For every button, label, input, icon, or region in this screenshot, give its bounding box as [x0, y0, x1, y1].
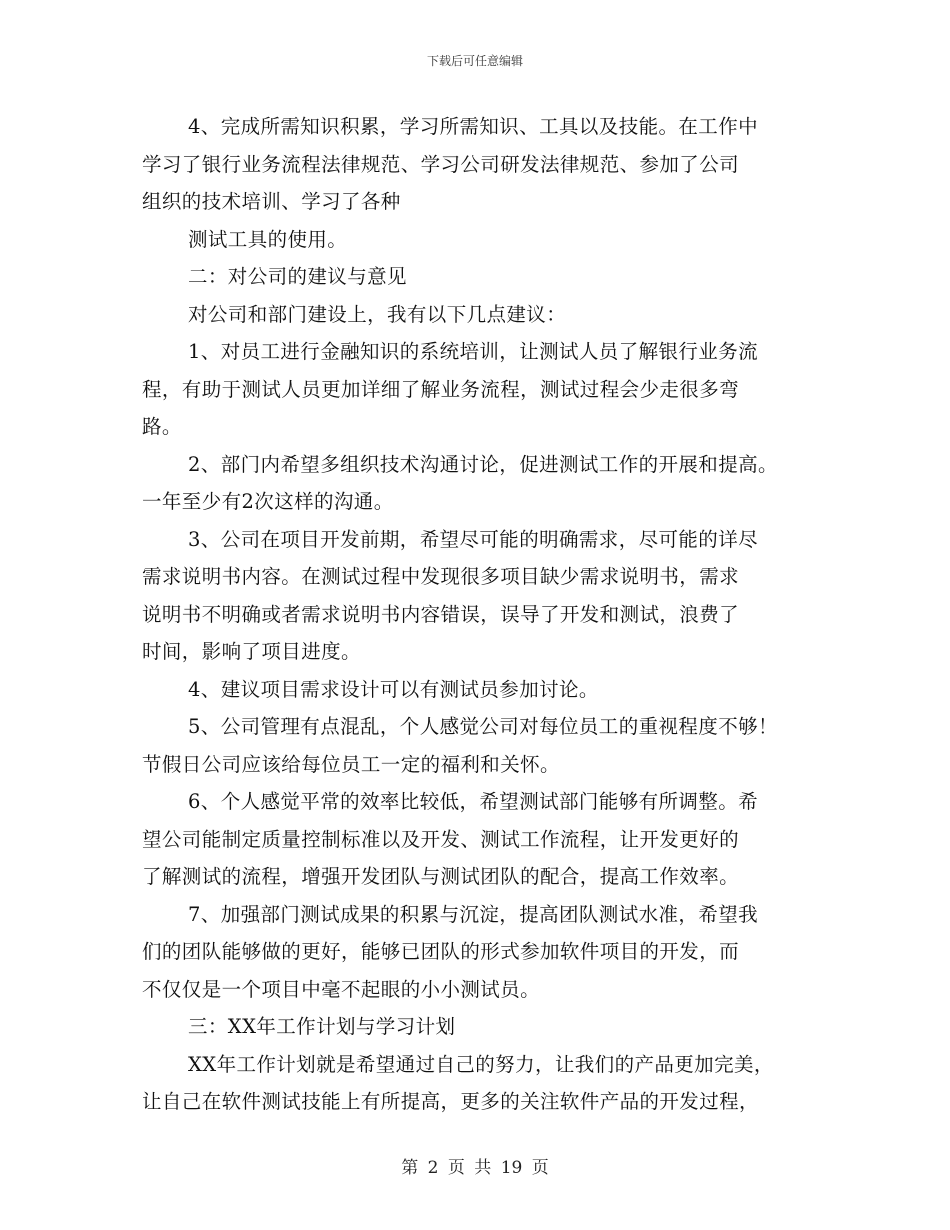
text-line: 了解测试的流程，增强开发团队与测试团队的配合，提高工作效率。	[142, 865, 740, 888]
text-line: 5、公司管理有点混乱，个人感觉公司对每位员工的重视程度不够！	[188, 715, 778, 738]
text-line: 不仅仅是一个项目中毫不起眼的小小测试员。	[142, 977, 541, 1001]
page-footer: 第 2 页 共 19 页	[401, 1158, 549, 1178]
text-line: 望公司能制定质量控制标准以及开发、测试工作流程，让开发更好的	[142, 827, 740, 851]
text-line: 让自己在软件测试技能上有所提高，更多的关注软件产品的开发过程，	[142, 1090, 759, 1113]
text-line: 测试工具的使用。	[188, 227, 348, 251]
text-line: 程，有助于测试人员更加详细了解业务流程，测试过程会少走很多弯	[142, 377, 740, 401]
text-line: 三：XX年工作计划与学习计划	[188, 1015, 456, 1038]
text-line: 时间，影响了项目进度。	[142, 640, 361, 663]
text-line: 1、对员工进行金融知识的系统培训，让测试人员了解银行业务流	[188, 340, 759, 363]
page-header: 下载后可任意编辑	[426, 54, 523, 68]
text-line: 需求说明书内容。在测试过程中发现很多项目缺少需求说明书，需求	[142, 565, 740, 588]
text-line: 2、部门内希望多组织技术沟通讨论，促进测试工作的开展和提高。	[188, 452, 778, 476]
text-line: 们的团队能够做的更好，能够已团队的形式参加软件项目的开发，而	[142, 940, 740, 963]
text-line: 组织的技术培训、学习了各种	[142, 190, 401, 213]
text-line: 6、个人感觉平常的效率比较低，希望测试部门能够有所调整。希	[188, 790, 759, 813]
text-line: 学习了银行业务流程法律规范、学习公司研发法律规范、参加了公司	[142, 152, 740, 176]
text-line: 节假日公司应该给每位员工一定的福利和关怀。	[142, 752, 560, 776]
document-body	[142, 108, 822, 1121]
text-line: 对公司和部门建设上，我有以下几点建议：	[188, 302, 567, 326]
text-line: 4、完成所需知识积累，学习所需知识、工具以及技能。在工作中	[188, 115, 759, 138]
text-line: 3、公司在项目开发前期，希望尽可能的明确需求，尽可能的详尽	[188, 527, 759, 551]
text-line: 说明书不明确或者需求说明书内容错误，误导了开发和测试，浪费了	[142, 602, 740, 626]
text-line: XX年工作计划就是希望通过自己的努力，让我们的产品更加完美，	[188, 1052, 774, 1076]
text-line: 7、加强部门测试成果的积累与沉淀，提高团队测试水准，希望我	[188, 902, 759, 926]
text-line: 二：对公司的建议与意见	[188, 265, 407, 288]
text-line: 路。	[142, 415, 182, 438]
text-line: 一年至少有2次这样的沟通。	[142, 490, 394, 513]
text-line: 4、建议项目需求设计可以有测试员参加讨论。	[188, 677, 599, 701]
